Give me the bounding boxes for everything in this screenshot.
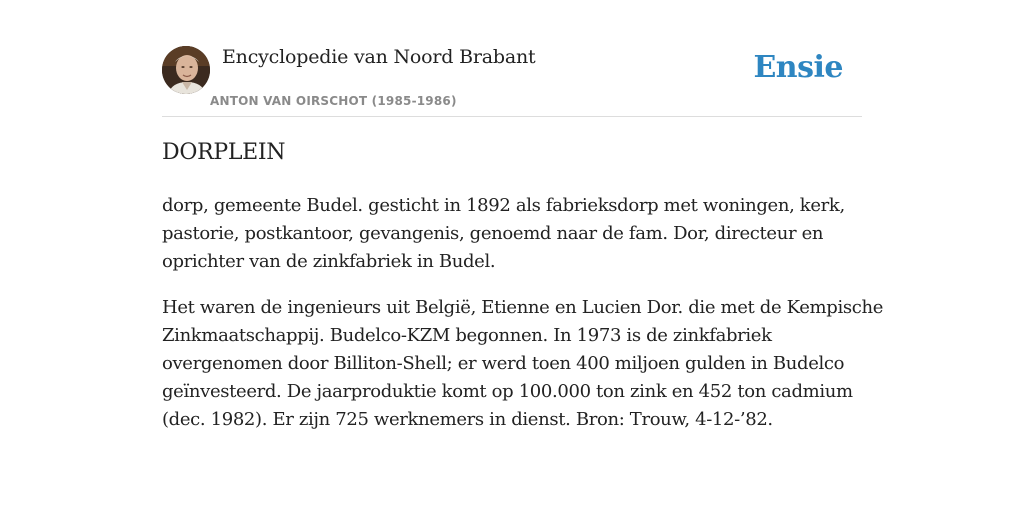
text-line: Zinkmaatschappij. Budelco-KZM begonnen. In 1973 is de zinkfabriek: [162, 325, 772, 346]
text-line: geïnvesteerd. De jaarproduktie komt op 100.000 ton zink en 452 ton cadmium: [162, 381, 853, 402]
author-avatar[interactable]: [162, 46, 210, 94]
paragraph: [162, 192, 862, 276]
text-line: pastorie, postkantoor, gevangenis, genoemd naar de fam. Dor, directeur en: [162, 223, 824, 244]
text-line: Het waren de ingenieurs uit België, Etienne en Lucien Dor. die met de Kempische: [162, 297, 884, 318]
entry-body: [162, 192, 884, 452]
text-line: dorp, gemeente Budel. gesticht in 1892 als fabrieksdorp met woningen, kerk,: [162, 195, 845, 216]
brand-logo[interactable]: Ensie: [753, 50, 843, 85]
entry-title: DORPLEIN: [162, 140, 286, 165]
text-line: (dec. 1982). Er zijn 725 werknemers in dienst. Bron: Trouw, 4-12-’82.: [162, 409, 773, 430]
author-name[interactable]: ANTON VAN OIRSCHOT (1985-1986): [210, 94, 457, 108]
text-line: oprichter van de zinkfabriek in Budel.: [162, 251, 496, 272]
header: [162, 44, 862, 117]
paragraph: [162, 294, 884, 434]
text-line: overgenomen door Billiton-Shell; er werd toen 400 miljoen gulden in Budelco: [162, 353, 845, 374]
book-title[interactable]: Encyclopedie van Noord Brabant: [222, 46, 536, 68]
